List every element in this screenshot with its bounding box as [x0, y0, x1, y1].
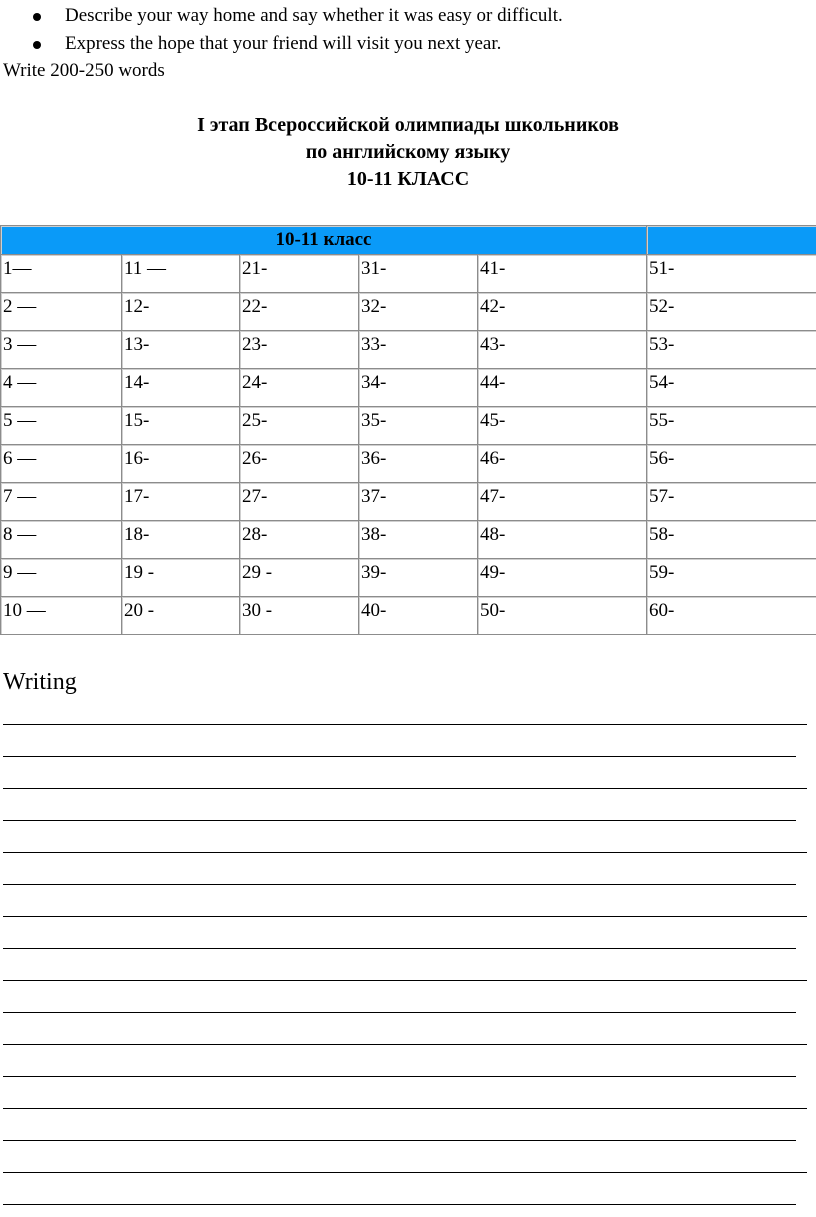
writing-answer-line[interactable] — [3, 788, 807, 789]
answer-cell[interactable]: 48- — [478, 521, 647, 559]
writing-answer-line[interactable] — [3, 1076, 796, 1077]
writing-answer-line[interactable] — [3, 1108, 807, 1109]
answer-cell[interactable]: 60- — [647, 597, 816, 635]
answer-table-header-empty — [647, 226, 816, 255]
answer-cell[interactable]: 14- — [122, 369, 240, 407]
table-row — [1, 331, 816, 369]
task-item — [0, 30, 563, 58]
answer-cell[interactable]: 21- — [240, 255, 359, 293]
table-row — [1, 483, 816, 521]
table-row — [1, 255, 816, 293]
answer-cell[interactable]: 20 - — [122, 597, 240, 635]
answer-cell[interactable]: 17- — [122, 483, 240, 521]
answer-table-header: 10-11 класс — [1, 226, 647, 255]
answer-cell[interactable]: 42- — [478, 293, 647, 331]
answer-cell[interactable]: 12- — [122, 293, 240, 331]
answer-cell[interactable]: 5 — — [1, 407, 122, 445]
answer-cell[interactable]: 44- — [478, 369, 647, 407]
writing-answer-line[interactable] — [3, 1012, 796, 1013]
writing-answer-line[interactable] — [3, 724, 807, 725]
answer-cell[interactable]: 35- — [359, 407, 478, 445]
answer-cell[interactable]: 32- — [359, 293, 478, 331]
answer-cell[interactable]: 38- — [359, 521, 478, 559]
writing-answer-line[interactable] — [3, 916, 807, 917]
answer-cell[interactable]: 1— — [1, 255, 122, 293]
answer-cell[interactable]: 43- — [478, 331, 647, 369]
heading-line-3: 10-11 КЛАСС — [346, 168, 470, 190]
answer-cell[interactable]: 50- — [478, 597, 647, 635]
answer-table-header-row — [1, 226, 816, 255]
answer-cell[interactable]: 31- — [359, 255, 478, 293]
answer-cell[interactable]: 57- — [647, 483, 816, 521]
answer-cell[interactable]: 16- — [122, 445, 240, 483]
writing-answer-line[interactable] — [3, 820, 796, 821]
answer-table — [0, 225, 816, 635]
answer-cell[interactable]: 27- — [240, 483, 359, 521]
answer-cell[interactable]: 56- — [647, 445, 816, 483]
writing-answer-line[interactable] — [3, 852, 807, 853]
task-item — [0, 2, 563, 30]
answer-cell[interactable]: 6 — — [1, 445, 122, 483]
heading-line-1: I этап Всероссийской олимпиады школьников — [197, 114, 619, 136]
writing-answer-line[interactable] — [3, 1044, 807, 1045]
bullet-icon — [33, 13, 41, 21]
writing-answer-line[interactable] — [3, 980, 807, 981]
task-text: Describe your way home and say whether it was easy or difficult. — [65, 5, 563, 26]
answer-cell[interactable]: 13- — [122, 331, 240, 369]
writing-answer-line[interactable] — [3, 1140, 796, 1141]
answer-cell[interactable]: 49- — [478, 559, 647, 597]
answer-cell[interactable]: 33- — [359, 331, 478, 369]
table-row — [1, 293, 816, 331]
heading-line-2: по английскому языку — [305, 141, 511, 163]
answer-cell[interactable]: 59- — [647, 559, 816, 597]
task-list — [0, 2, 563, 58]
writing-title: Writing — [3, 669, 77, 695]
writing-answer-line[interactable] — [3, 1172, 807, 1173]
answer-cell[interactable]: 45- — [478, 407, 647, 445]
answer-cell[interactable]: 29 - — [240, 559, 359, 597]
answer-cell[interactable]: 8 — — [1, 521, 122, 559]
answer-cell[interactable]: 10 — — [1, 597, 122, 635]
answer-cell[interactable]: 40- — [359, 597, 478, 635]
table-row — [1, 521, 816, 559]
answer-cell[interactable]: 34- — [359, 369, 478, 407]
writing-answer-line[interactable] — [3, 948, 796, 949]
answer-cell[interactable]: 37- — [359, 483, 478, 521]
answer-cell[interactable]: 41- — [478, 255, 647, 293]
writing-answer-line[interactable] — [3, 756, 796, 757]
answer-cell[interactable]: 26- — [240, 445, 359, 483]
table-row — [1, 369, 816, 407]
answer-cell[interactable]: 22- — [240, 293, 359, 331]
answer-cell[interactable]: 39- — [359, 559, 478, 597]
page-heading — [0, 112, 816, 193]
answer-cell[interactable]: 54- — [647, 369, 816, 407]
answer-cell[interactable]: 3 — — [1, 331, 122, 369]
answer-cell[interactable]: 28- — [240, 521, 359, 559]
table-row — [1, 559, 816, 597]
answer-cell[interactable]: 9 — — [1, 559, 122, 597]
answer-cell[interactable]: 52- — [647, 293, 816, 331]
bullet-icon — [33, 41, 41, 49]
writing-answer-line[interactable] — [3, 884, 796, 885]
word-count-instruction: Write 200-250 words — [3, 60, 165, 81]
answer-cell[interactable]: 25- — [240, 407, 359, 445]
answer-cell[interactable]: 58- — [647, 521, 816, 559]
task-text: Express the hope that your friend will visit you next year. — [65, 33, 502, 54]
answer-cell[interactable]: 23- — [240, 331, 359, 369]
answer-cell[interactable]: 47- — [478, 483, 647, 521]
table-row — [1, 445, 816, 483]
answer-cell[interactable]: 15- — [122, 407, 240, 445]
answer-cell[interactable]: 4 — — [1, 369, 122, 407]
answer-cell[interactable]: 55- — [647, 407, 816, 445]
writing-answer-line[interactable] — [3, 1204, 796, 1205]
answer-cell[interactable]: 51- — [647, 255, 816, 293]
answer-cell[interactable]: 7 — — [1, 483, 122, 521]
answer-cell[interactable]: 19 - — [122, 559, 240, 597]
answer-cell[interactable]: 18- — [122, 521, 240, 559]
answer-cell[interactable]: 30 - — [240, 597, 359, 635]
table-row — [1, 597, 816, 635]
answer-cell[interactable]: 11 — — [122, 255, 240, 293]
answer-cell[interactable]: 24- — [240, 369, 359, 407]
answer-cell[interactable]: 2 — — [1, 293, 122, 331]
answer-cell[interactable]: 46- — [478, 445, 647, 483]
table-row — [1, 407, 816, 445]
answer-cell[interactable]: 36- — [359, 445, 478, 483]
answer-cell[interactable]: 53- — [647, 331, 816, 369]
